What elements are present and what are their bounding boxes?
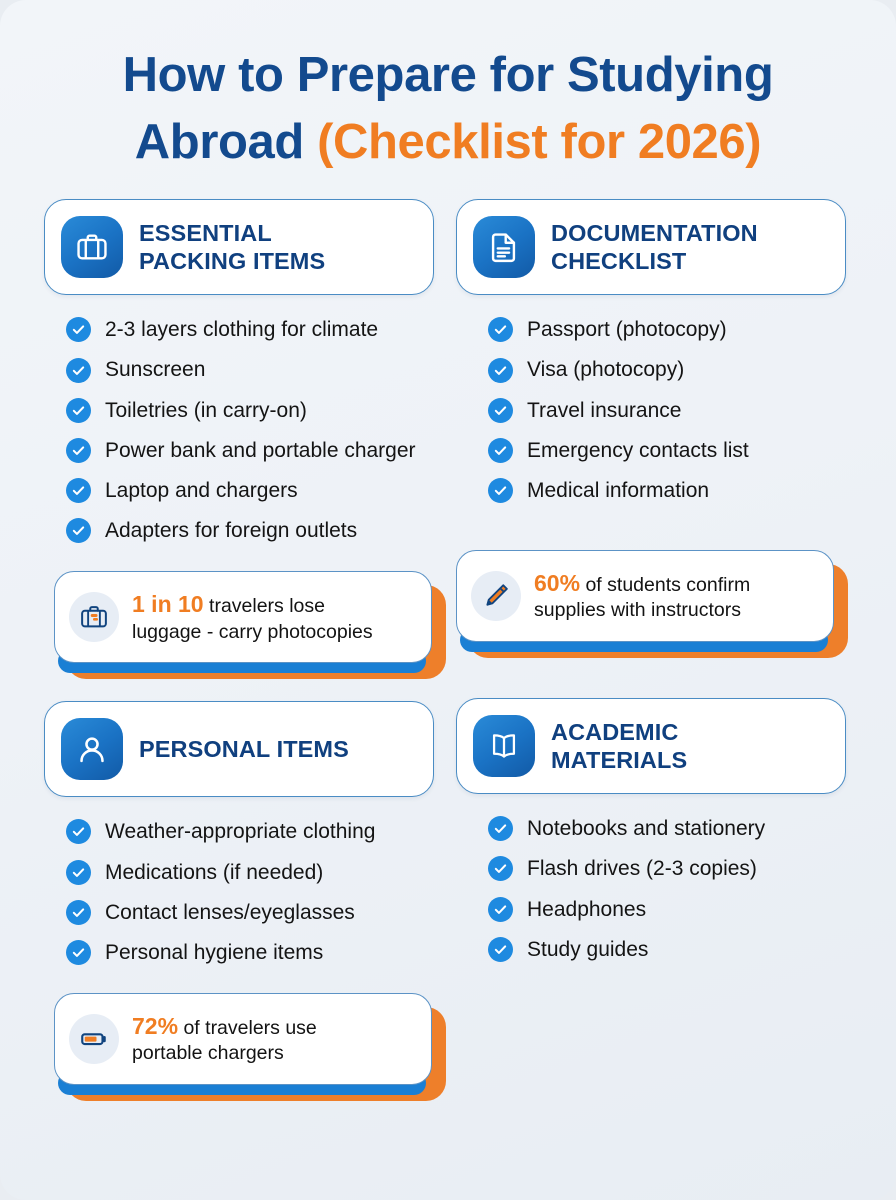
- stat-text: [132, 1012, 317, 1067]
- check-icon: [488, 438, 513, 463]
- list-item[interactable]: [488, 856, 846, 881]
- open-book-icon: [473, 715, 535, 777]
- stat-card-body: [456, 550, 834, 642]
- stat-text: [132, 590, 373, 645]
- check-icon: [66, 518, 91, 543]
- list-item-label: Contact lenses/eyeglasses: [105, 900, 355, 924]
- list-item[interactable]: [66, 900, 434, 925]
- stat-text-line-2: supplies with instructors: [534, 599, 741, 622]
- check-icon: [488, 816, 513, 841]
- list-item[interactable]: [66, 317, 434, 342]
- list-item[interactable]: [66, 438, 434, 463]
- list-item-label: Passport (photocopy): [527, 318, 727, 342]
- right-column: [456, 199, 846, 1101]
- list-item-label: Sunscreen: [105, 358, 206, 382]
- section-header-essential-packing-items[interactable]: [44, 199, 434, 295]
- suitcase-icon: [61, 216, 123, 278]
- list-item-label: Notebooks and stationery: [527, 817, 766, 841]
- page-title: [44, 0, 852, 175]
- list-item-label: Visa (photocopy): [527, 358, 685, 382]
- list-item[interactable]: [488, 438, 846, 463]
- list-item[interactable]: [66, 819, 434, 844]
- list-item-label: Medical information: [527, 479, 710, 502]
- pencil-icon: [471, 571, 521, 621]
- stat-card-luggage-stat[interactable]: [54, 571, 446, 679]
- title-line-2: [44, 109, 852, 176]
- stat-number: 1 in 10: [132, 590, 204, 617]
- list-item-label: Emergency contacts list: [527, 438, 749, 462]
- content-grid: [44, 199, 852, 1101]
- list-item-label: Toiletries (in carry-on): [105, 398, 307, 422]
- stat-text-line-1: travelers lose: [203, 594, 325, 617]
- section-header-academic-materials[interactable]: [456, 698, 846, 794]
- check-icon: [488, 897, 513, 922]
- list-item[interactable]: [66, 940, 434, 965]
- list-item[interactable]: [488, 897, 846, 922]
- stat-text-line-1: of travelers use: [178, 1016, 317, 1039]
- section-title: [139, 219, 325, 276]
- list-item-label: Flash drives (2-3 copies): [527, 857, 757, 881]
- list-item[interactable]: [488, 357, 846, 382]
- section-header-documentation-checklist[interactable]: [456, 199, 846, 295]
- check-icon: [488, 937, 513, 962]
- stat-number: 72%: [132, 1012, 179, 1039]
- check-icon: [66, 819, 91, 844]
- stat-text-line-1: of students confirm: [580, 573, 751, 596]
- section-title-line-1: PERSONAL ITEMS: [139, 736, 349, 763]
- list-item-label: Travel insurance: [527, 398, 682, 422]
- stat-text-line-2: luggage - carry photocopies: [132, 620, 373, 643]
- list-item-label: Study guides: [527, 937, 649, 961]
- section-title: [139, 735, 349, 764]
- person-icon: [61, 718, 123, 780]
- list-item-label: Headphones: [527, 897, 647, 921]
- list-item-label: Adapters for foreign outlets: [105, 519, 358, 543]
- section-title-line-2: PACKING ITEMS: [139, 248, 326, 275]
- suitcase-sticker-icon: [69, 592, 119, 642]
- section-title: [551, 718, 687, 775]
- list-item-label: Laptop and chargers: [105, 479, 298, 502]
- check-icon: [66, 860, 91, 885]
- list-item[interactable]: [66, 357, 434, 382]
- battery-icon: [69, 1014, 119, 1064]
- check-icon: [488, 478, 513, 503]
- check-icon: [66, 438, 91, 463]
- document-icon: [473, 216, 535, 278]
- title-line-1: How to Prepare for Studying: [122, 48, 774, 102]
- section-title-line-2: MATERIALS: [551, 747, 688, 774]
- stat-text-line-2: portable chargers: [132, 1042, 284, 1065]
- list-item[interactable]: [488, 317, 846, 342]
- left-column: [44, 199, 434, 1101]
- title-main-text: Abroad: [134, 114, 318, 169]
- checklist-academic-materials: [456, 794, 846, 962]
- check-icon: [488, 398, 513, 423]
- list-item-label: Weather-appropriate clothing: [105, 820, 376, 844]
- check-icon: [66, 317, 91, 342]
- check-icon: [488, 317, 513, 342]
- title-accent-text: (Checklist for 2026): [317, 114, 762, 169]
- checklist-essential-packing-items: [44, 295, 434, 543]
- check-icon: [66, 478, 91, 503]
- list-item-label: Personal hygiene items: [105, 940, 324, 964]
- section-header-personal-items[interactable]: [44, 701, 434, 797]
- check-icon: [488, 358, 513, 383]
- check-icon: [66, 900, 91, 925]
- section-title: [551, 219, 758, 276]
- stat-number: 60%: [534, 569, 581, 596]
- section-title-line-2: CHECKLIST: [551, 248, 687, 275]
- list-item[interactable]: [488, 398, 846, 423]
- list-item[interactable]: [488, 937, 846, 962]
- check-icon: [66, 398, 91, 423]
- list-item-label: Power bank and portable charger: [105, 438, 416, 462]
- list-item[interactable]: [66, 478, 434, 503]
- list-item[interactable]: [488, 478, 846, 503]
- checklist-documentation-checklist: [456, 295, 846, 503]
- list-item[interactable]: [66, 398, 434, 423]
- section-title-line-1: DOCUMENTATION: [551, 219, 758, 246]
- stat-text: [534, 569, 750, 624]
- checklist-personal-items: [44, 797, 434, 965]
- list-item-label: Medications (if needed): [105, 860, 324, 884]
- list-item[interactable]: [66, 518, 434, 543]
- stat-card-supplies-stat[interactable]: [456, 550, 848, 658]
- section-title-line-1: ESSENTIAL: [139, 219, 272, 246]
- stat-card-body: [54, 571, 432, 663]
- list-item[interactable]: [66, 860, 434, 885]
- stat-card-body: [54, 993, 432, 1085]
- section-title-line-1: ACADEMIC: [551, 718, 679, 745]
- check-icon: [488, 856, 513, 881]
- check-icon: [66, 940, 91, 965]
- list-item-label: 2-3 layers clothing for climate: [105, 318, 379, 342]
- check-icon: [66, 358, 91, 383]
- list-item[interactable]: [488, 816, 846, 841]
- stat-card-charger-stat[interactable]: [54, 993, 446, 1101]
